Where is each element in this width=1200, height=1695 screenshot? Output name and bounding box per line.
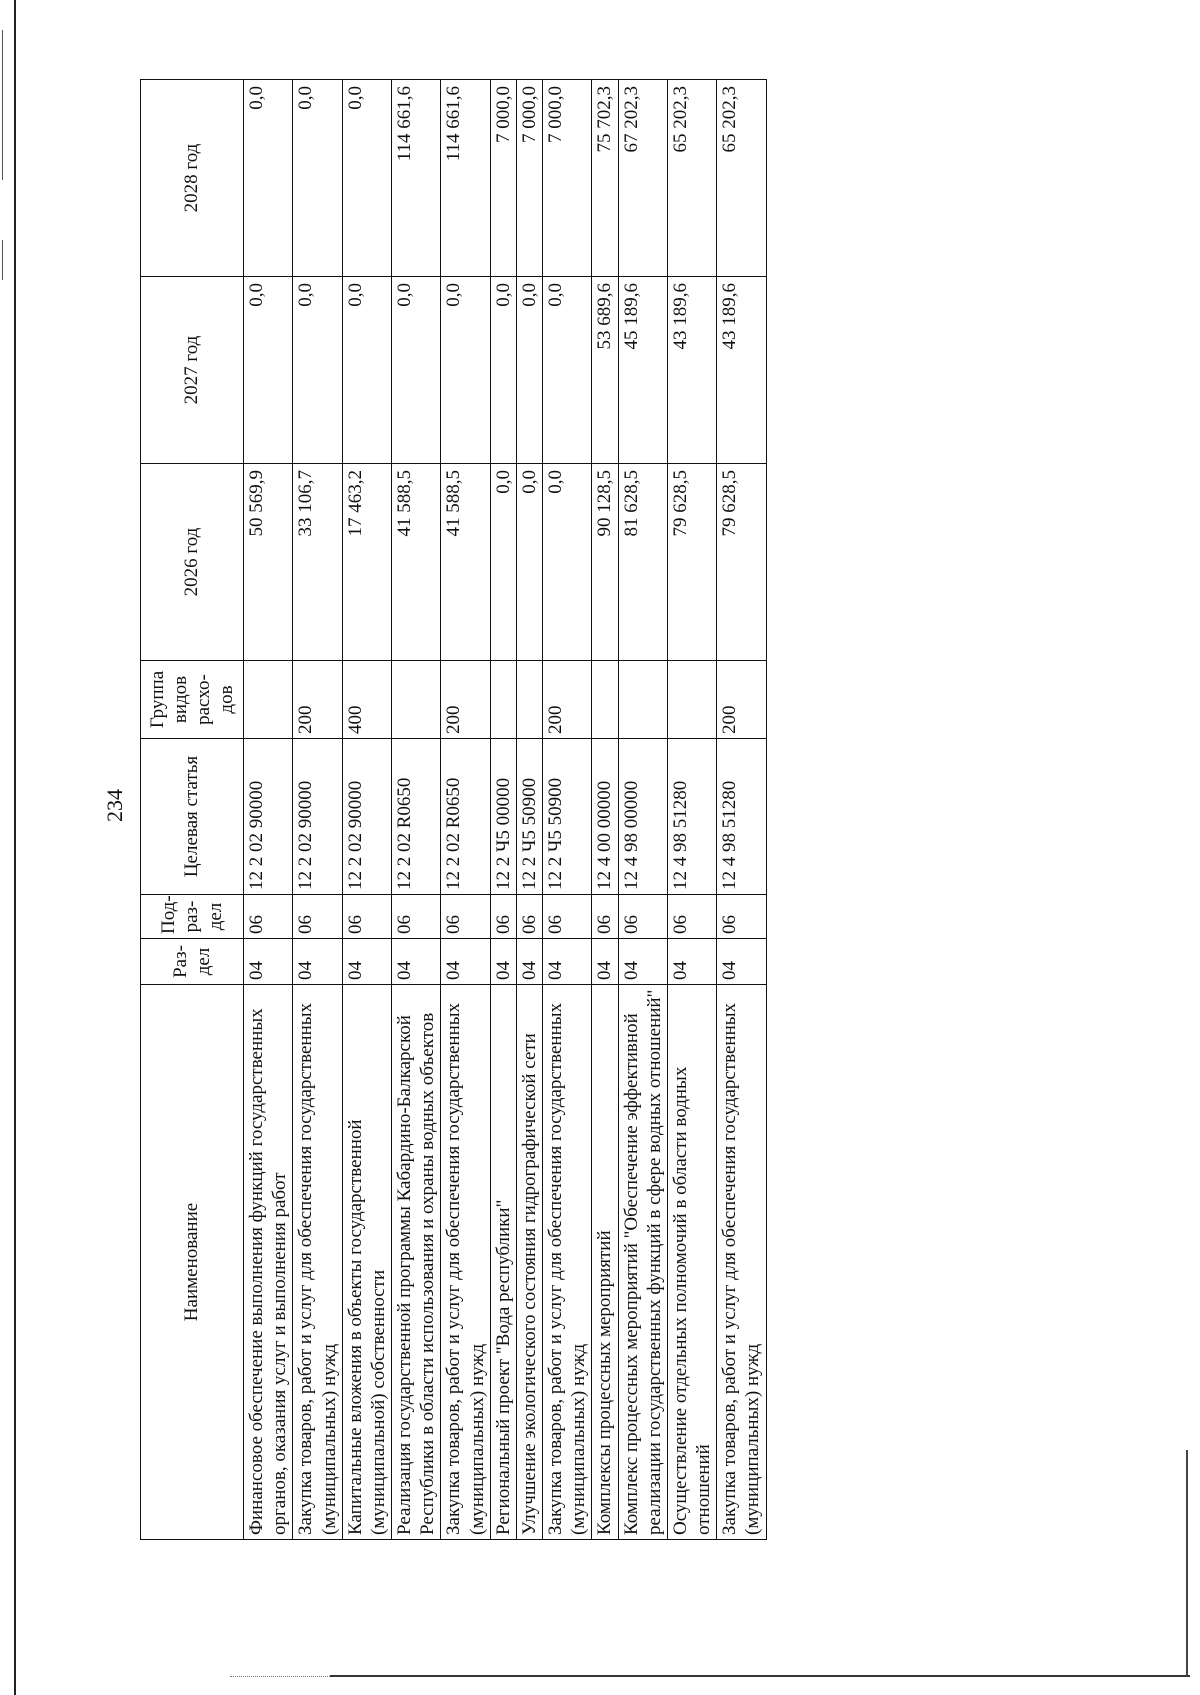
rotated-page	[40, 30, 1180, 1670]
row-razdel: 04	[490, 939, 516, 985]
table-row	[293, 80, 342, 1540]
table-row	[618, 80, 667, 1540]
header-name: Наименование	[141, 985, 244, 1540]
row-2027: 43 189,6	[667, 277, 716, 464]
row-razdel: 04	[441, 939, 490, 985]
row-podrazdel: 06	[618, 895, 667, 939]
table-row	[516, 80, 542, 1540]
row-podrazdel: 06	[490, 895, 516, 939]
table-row	[392, 80, 441, 1540]
row-razdel: 04	[293, 939, 342, 985]
row-name: Закупка товаров, работ и услуг для обеспечения государственных (муниципальных) нужд	[441, 985, 490, 1540]
row-2027: 0,0	[543, 277, 592, 464]
row-razdel: 04	[618, 939, 667, 985]
row-2027: 0,0	[244, 277, 293, 464]
row-razdel: 04	[342, 939, 391, 985]
row-podrazdel: 06	[667, 895, 716, 939]
row-group	[592, 661, 618, 739]
row-2028: 7 000,0	[543, 80, 592, 277]
header-target: Целевая статья	[141, 739, 244, 895]
row-razdel: 04	[244, 939, 293, 985]
row-target: 12 4 98 51280	[667, 739, 716, 895]
row-name: Закупка товаров, работ и услуг для обеспечения государственных (муниципальных) нужд	[717, 985, 766, 1540]
row-target: 12 4 98 00000	[618, 739, 667, 895]
row-podrazdel: 06	[516, 895, 542, 939]
row-razdel: 04	[543, 939, 592, 985]
row-2028: 65 202,3	[717, 80, 766, 277]
row-2027: 43 189,6	[717, 277, 766, 464]
header-2028: 2028 год	[141, 80, 244, 277]
row-2026: 79 628,5	[717, 464, 766, 661]
row-2026: 17 463,2	[342, 464, 391, 661]
row-target: 12 2 02 90000	[342, 739, 391, 895]
table-row	[717, 80, 766, 1540]
row-name: Региональный проект "Вода республики"	[490, 985, 516, 1540]
row-2026: 41 588,5	[441, 464, 490, 661]
row-razdel: 04	[667, 939, 716, 985]
row-podrazdel: 06	[342, 895, 391, 939]
scan-edge-right	[1186, 1450, 1188, 1676]
row-2027: 0,0	[441, 277, 490, 464]
row-2028: 114 661,6	[392, 80, 441, 277]
row-target: 12 2 Ч5 00000	[490, 739, 516, 895]
table-row	[592, 80, 618, 1540]
row-group	[667, 661, 716, 739]
row-group: 400	[342, 661, 391, 739]
row-2026: 33 106,7	[293, 464, 342, 661]
row-group: 200	[717, 661, 766, 739]
row-target: 12 2 02 R0650	[441, 739, 490, 895]
row-2028: 0,0	[342, 80, 391, 277]
row-2027: 0,0	[342, 277, 391, 464]
header-2027: 2027 год	[141, 277, 244, 464]
header-group: Группа видов расхо-дов	[141, 661, 244, 739]
row-2026: 0,0	[516, 464, 542, 661]
row-2028: 114 661,6	[441, 80, 490, 277]
row-podrazdel: 06	[392, 895, 441, 939]
row-target: 12 2 02 90000	[244, 739, 293, 895]
row-group	[392, 661, 441, 739]
row-razdel: 04	[592, 939, 618, 985]
table-row	[441, 80, 490, 1540]
row-group: 200	[293, 661, 342, 739]
scan-mark-left-mid	[2, 240, 3, 280]
row-name: Закупка товаров, работ и услуг для обеспечения государственных (муниципальных) нужд	[543, 985, 592, 1540]
row-2026: 0,0	[490, 464, 516, 661]
row-name: Капитальные вложения в объекты государственной (муниципальной) собственности	[342, 985, 391, 1540]
row-2028: 0,0	[244, 80, 293, 277]
row-target: 12 2 Ч5 50900	[543, 739, 592, 895]
row-2028: 7 000,0	[516, 80, 542, 277]
row-group	[490, 661, 516, 739]
row-name: Осуществление отдельных полномочий в области водных отношений	[667, 985, 716, 1540]
row-2027: 0,0	[392, 277, 441, 464]
header-2026: 2026 год	[141, 464, 244, 661]
row-2028: 0,0	[293, 80, 342, 277]
row-group: 200	[441, 661, 490, 739]
row-podrazdel: 06	[543, 895, 592, 939]
row-name: Финансовое обеспечение выполнения функций государственных органов, оказания услуг и выполнения работ	[244, 985, 293, 1540]
row-podrazdel: 06	[293, 895, 342, 939]
row-name: Комплекс процессных мероприятий "Обеспечение эффективной реализации государственных функций в сфере водных отношений"	[618, 985, 667, 1540]
scan-mark-left-top	[2, 30, 3, 180]
table-row	[543, 80, 592, 1540]
row-2027: 0,0	[490, 277, 516, 464]
row-target: 12 4 98 51280	[717, 739, 766, 895]
table-header-row	[141, 80, 244, 1540]
row-name: Комплексы процессных мероприятий	[592, 985, 618, 1540]
row-target: 12 2 02 R0650	[392, 739, 441, 895]
row-2028: 75 702,3	[592, 80, 618, 277]
row-target: 12 2 02 90000	[293, 739, 342, 895]
row-podrazdel: 06	[441, 895, 490, 939]
row-razdel: 04	[717, 939, 766, 985]
scan-edge-left	[14, 0, 16, 1695]
row-2028: 65 202,3	[667, 80, 716, 277]
table-row	[490, 80, 516, 1540]
row-group	[244, 661, 293, 739]
row-2027: 0,0	[293, 277, 342, 464]
row-2026: 79 628,5	[667, 464, 716, 661]
table-row	[667, 80, 716, 1540]
row-group	[618, 661, 667, 739]
table-row	[342, 80, 391, 1540]
row-group	[516, 661, 542, 739]
row-razdel: 04	[516, 939, 542, 985]
row-2027: 53 689,6	[592, 277, 618, 464]
row-name: Реализация государственной программы Кабардино-Балкарской Республики в области использования и охраны водных объектов	[392, 985, 441, 1540]
scan-edge-bottom	[330, 1675, 1190, 1677]
row-2026: 0,0	[543, 464, 592, 661]
row-2026: 90 128,5	[592, 464, 618, 661]
row-2027: 0,0	[516, 277, 542, 464]
budget-table	[140, 79, 767, 1540]
row-group: 200	[543, 661, 592, 739]
scan-dots-bottom	[230, 1676, 330, 1678]
row-2026: 81 628,5	[618, 464, 667, 661]
row-2028: 7 000,0	[490, 80, 516, 277]
header-razdel: Раз-дел	[141, 939, 244, 985]
row-target: 12 2 Ч5 50900	[516, 739, 542, 895]
row-2026: 41 588,5	[392, 464, 441, 661]
row-name: Закупка товаров, работ и услуг для обеспечения государственных (муниципальных) нужд	[293, 985, 342, 1540]
row-podrazdel: 06	[592, 895, 618, 939]
row-name: Улучшение экологического состояния гидрографической сети	[516, 985, 542, 1540]
row-2028: 67 202,3	[618, 80, 667, 277]
row-podrazdel: 06	[244, 895, 293, 939]
page-number: 234	[102, 789, 127, 822]
row-target: 12 4 00 00000	[592, 739, 618, 895]
row-2026: 50 569,9	[244, 464, 293, 661]
row-podrazdel: 06	[717, 895, 766, 939]
header-podrazdel: Под-раз-дел	[141, 895, 244, 939]
row-2027: 45 189,6	[618, 277, 667, 464]
table-row	[244, 80, 293, 1540]
row-razdel: 04	[392, 939, 441, 985]
